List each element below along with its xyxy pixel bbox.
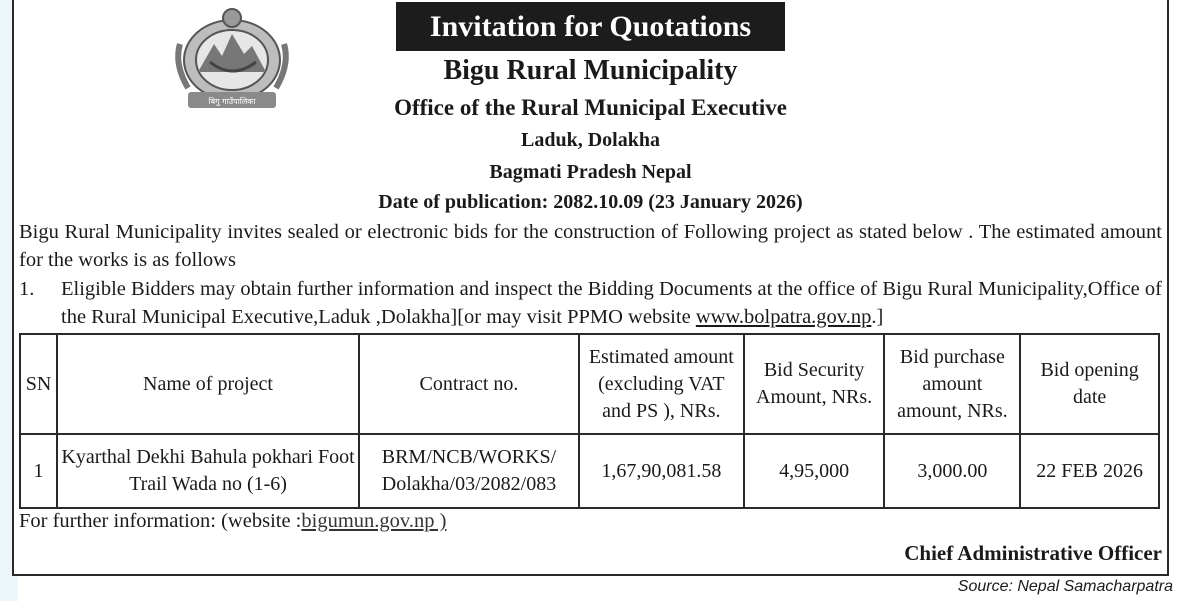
cell-project-name: Kyarthal Dekhi Bahula pokhari Foot Trail Wada no (1-6) (57, 434, 359, 508)
further-information (19, 510, 446, 533)
item-text: Eligible Bidders may obtain further information and inspect the Bidding Documents at the office of Bigu Rural Municipality,Office of the Rural Municipal Executive,Laduk ,Dolakha][or may visit PPMO website (61, 278, 1162, 328)
cell-contract-no: BRM/NCB/WORKS/ Dolakha/03/2082/083 (359, 434, 579, 508)
header-bid-opening: Bid opening date (1020, 334, 1159, 434)
further-info-label: For further information: (website : (19, 510, 302, 532)
intro-paragraph: Bigu Rural Municipality invites sealed or electronic bids for the construction of Following project as stated below . The estimated amount for the works is as follows (19, 221, 1162, 271)
bolpatra-link[interactable]: www.bolpatra.gov.np (695, 306, 872, 328)
header-estimated-amount: Estimated amount (excluding VAT and PS ), NRs. (579, 334, 744, 434)
item-body (19, 275, 1162, 331)
header-contract-no: Contract no. (359, 334, 579, 434)
cell-sn: 1 (20, 434, 57, 508)
header-bid-security: Bid Security Amount, NRs. (744, 334, 885, 434)
bid-table (19, 333, 1160, 509)
eligibility-item (19, 275, 1162, 331)
cell-bid-opening: 22 FEB 2026 (1020, 434, 1159, 508)
item-number: 1. (19, 278, 35, 300)
source-credit: Source: Nepal Samacharpatra (957, 578, 1173, 595)
header-project-name: Name of project (57, 334, 359, 434)
office-name: Office of the Rural Municipal Executive (394, 95, 787, 120)
item-tail: .] (871, 306, 884, 328)
publication-date: Date of publication: 2082.10.09 (23 January 2026) (378, 191, 803, 213)
municipality-website-link[interactable]: bigumun.gov.np ) (301, 510, 447, 532)
table-header-row (20, 334, 1159, 434)
header-bid-purchase: Bid purchase amount amount, NRs. (884, 334, 1020, 434)
emblem-caption: बिगु गाउँपालिका (208, 97, 256, 106)
address-line-1: Laduk, Dolakha (521, 129, 660, 151)
header-sn: SN (20, 334, 57, 434)
signatory: Chief Administrative Officer (904, 541, 1162, 565)
cell-estimated-amount: 1,67,90,081.58 (579, 434, 744, 508)
cell-bid-security: 4,95,000 (744, 434, 885, 508)
notice-title: Invitation for Quotations (396, 2, 785, 51)
municipality-name: Bigu Rural Municipality (443, 55, 738, 86)
address-line-2: Bagmati Pradesh Nepal (489, 161, 692, 183)
table-row (20, 434, 1159, 508)
cell-bid-purchase: 3,000.00 (884, 434, 1020, 508)
